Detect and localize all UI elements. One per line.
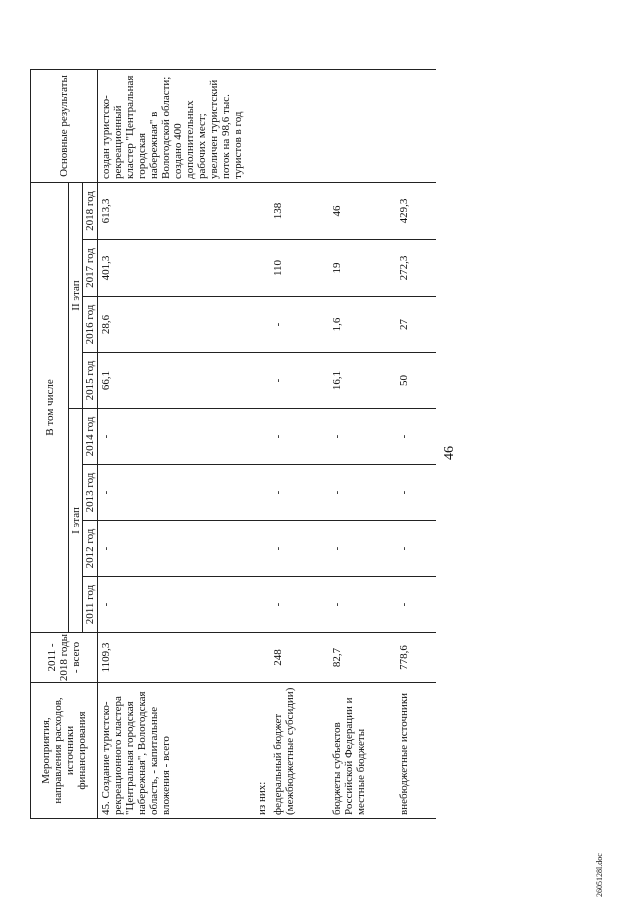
year-value: 50 bbox=[396, 353, 436, 409]
year-value: - bbox=[270, 521, 329, 577]
year-value: - bbox=[396, 521, 436, 577]
header-results: Основные результаты bbox=[31, 70, 98, 183]
row-label: федеральный бюджет (межбюджетные субсидии) bbox=[270, 683, 329, 819]
header-year: 2011 год bbox=[83, 577, 98, 633]
year-value: 110 bbox=[270, 240, 329, 297]
table-row bbox=[396, 70, 436, 819]
row-total: 248 bbox=[270, 633, 329, 683]
row-label: 45. Создание туристско-рекреационного кластера "Центральная городская набережная", Вологодская область, - капитальные вложения - всего bbox=[98, 683, 237, 819]
header-year: 2013 год bbox=[83, 465, 98, 521]
year-value: 1,6 bbox=[329, 297, 396, 353]
year-value: 46 bbox=[329, 183, 396, 240]
year-value: 138 bbox=[270, 183, 329, 240]
year-value: 66,1 bbox=[98, 353, 237, 409]
year-value: 19 bbox=[329, 240, 396, 297]
year-value: 613,3 bbox=[98, 183, 237, 240]
year-value: - bbox=[329, 521, 396, 577]
year-value: - bbox=[98, 521, 237, 577]
header-in-that-number: В том числе bbox=[31, 183, 69, 633]
table-row bbox=[236, 70, 270, 819]
year-value: - bbox=[270, 353, 329, 409]
table-row bbox=[98, 70, 237, 819]
year-value: 272,3 bbox=[396, 240, 436, 297]
page-number: 46 bbox=[442, 446, 457, 460]
header-year: 2017 год bbox=[83, 240, 98, 297]
year-value: - bbox=[270, 577, 329, 633]
year-value: - bbox=[98, 577, 237, 633]
year-value: 28,6 bbox=[98, 297, 237, 353]
row-total: 1109,3 bbox=[98, 633, 237, 683]
header-year: 2014 год bbox=[83, 409, 98, 465]
year-value: - bbox=[98, 465, 237, 521]
header-total: 2011 - 2018 годы - всего bbox=[31, 633, 98, 683]
header-year: 2018 год bbox=[83, 183, 98, 240]
header-measures: Мероприятия, направления расходов, источники финансирования bbox=[31, 683, 98, 819]
year-value: 429,3 bbox=[396, 183, 436, 240]
year-value: - bbox=[329, 465, 396, 521]
row-total: 82,7 bbox=[329, 633, 396, 683]
year-value: - bbox=[270, 409, 329, 465]
year-value: 401,3 bbox=[98, 240, 237, 297]
year-value: - bbox=[98, 409, 237, 465]
year-value: - bbox=[270, 465, 329, 521]
row-label: внебюджетные источники bbox=[396, 683, 436, 819]
year-value: - bbox=[396, 577, 436, 633]
year-value: - bbox=[329, 409, 396, 465]
header-stage-2: II этап bbox=[69, 183, 83, 409]
document-id: 2605128l.doc bbox=[595, 853, 604, 897]
header-stage-1: I этап bbox=[69, 409, 83, 633]
year-value: - bbox=[396, 465, 436, 521]
header-year: 2016 год bbox=[83, 297, 98, 353]
year-value: 27 bbox=[396, 297, 436, 353]
row-total: 778,6 bbox=[396, 633, 436, 683]
results-text: создан туристско-рекреационный кластер "Центральная городская набережная" в Вологодской области; создано 400 дополнительных рабочих мест; увеличен туристский поток на 98,6 тыс. туристов в год bbox=[98, 70, 437, 183]
row-label: бюджеты субъектов Российской Федерации и местные бюджеты bbox=[329, 683, 396, 819]
header-year: 2012 год bbox=[83, 521, 98, 577]
year-value: - bbox=[329, 577, 396, 633]
financing-table bbox=[30, 69, 436, 819]
table-row bbox=[270, 70, 329, 819]
year-value: - bbox=[396, 409, 436, 465]
header-year: 2015 год bbox=[83, 353, 98, 409]
row-label: из них: bbox=[236, 683, 270, 819]
table-row bbox=[329, 70, 396, 819]
year-value: 16,1 bbox=[329, 353, 396, 409]
year-value: - bbox=[270, 297, 329, 353]
